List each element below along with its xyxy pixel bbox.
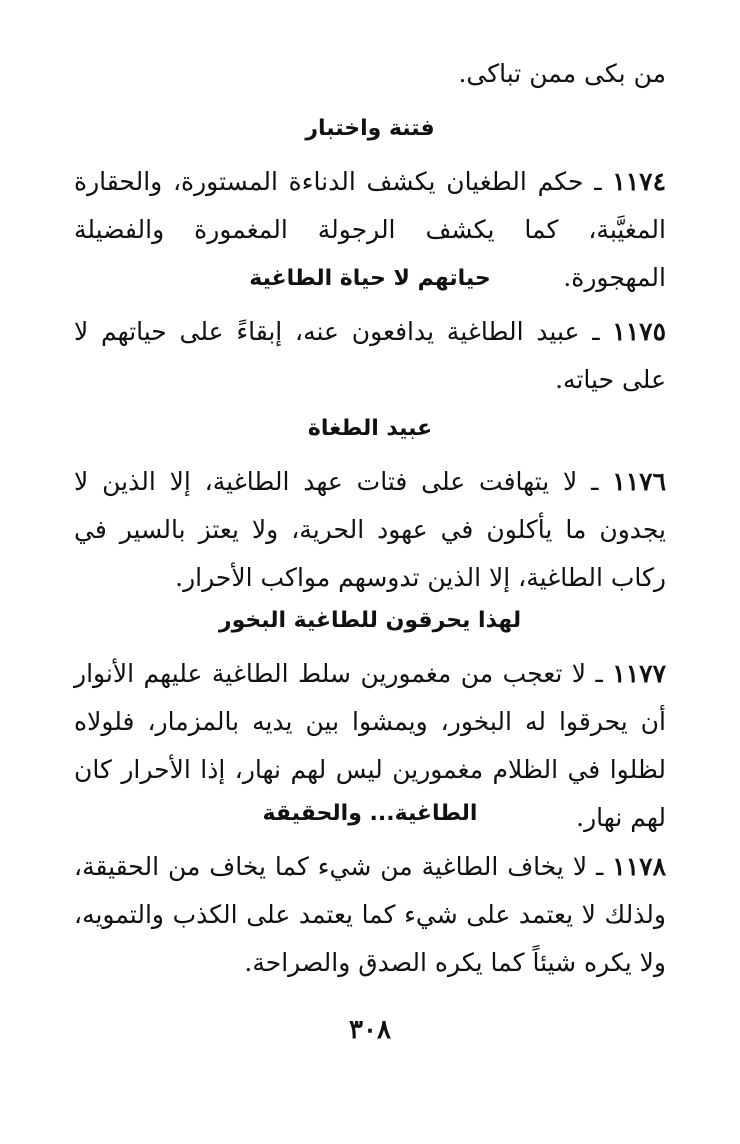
section-paragraph: [74, 458, 666, 602]
section-text: حكم الطغيان يكشف الدناءة المستورة، والحقارة المغيَّبة، كما يكشف الرجولة المغمورة والفضيلة المهجورة.: [74, 167, 666, 292]
section-text: لا تعجب من مغمورين سلط الطاغية عليهم الأنوار أن يحرقوا له البخور، ويمشوا بين يديه بالمزمار، فلولاه لظلوا في الظلام مغمورين ليس لهم نهار، إذا الأحرار كان لهم نهار.: [74, 659, 666, 832]
number-dash: ـ: [577, 467, 613, 496]
section-heading: لهذا يحرقون للطاغية البخور: [218, 608, 522, 633]
section-paragraph: [74, 843, 666, 987]
section-heading: عبيد الطغاة: [307, 416, 433, 441]
intro-paragraph: من بكى ممن تباكى.: [458, 59, 666, 88]
section-number: ١١٧٥: [612, 317, 667, 346]
section-number: ١١٧٨: [612, 852, 666, 881]
number-dash: ـ: [579, 317, 613, 346]
number-dash: ـ: [583, 167, 613, 196]
section-paragraph: [74, 308, 666, 404]
section-text: لا يتهافت على فتات عهد الطاغية، إلا الذين لا يجدون ما يأكلون في عهود الحرية، ولا يعتز بالسير في ركاب الطاغية، إلا الذين تدوسهم مواكب الأحرار.: [74, 467, 666, 592]
section-number: ١١٧٧: [612, 659, 666, 688]
section-text: عبيد الطاغية يدافعون عنه، إبقاءً على حياتهم لا على حياته.: [74, 317, 666, 394]
section-heading: حياتهم لا حياة الطاغية: [249, 266, 491, 291]
number-dash: ـ: [587, 852, 613, 881]
section-heading: الطاغية... والحقيقة: [262, 801, 478, 826]
section-text: لا يخاف الطاغية من شيء كما يخاف من الحقيقة، ولذلك لا يعتمد على شيء كما يعتمد على الكذب والتمويه، ولا يكره شيئاً كما يكره الصدق والصراحة.: [74, 852, 666, 977]
section-number: ١١٧٦: [612, 467, 666, 496]
number-dash: ـ: [586, 659, 613, 688]
section-number: ١١٧٤: [612, 167, 667, 196]
section-heading: فتنة واختبار: [305, 116, 435, 141]
page-number: ٣٠٨: [349, 1015, 391, 1045]
